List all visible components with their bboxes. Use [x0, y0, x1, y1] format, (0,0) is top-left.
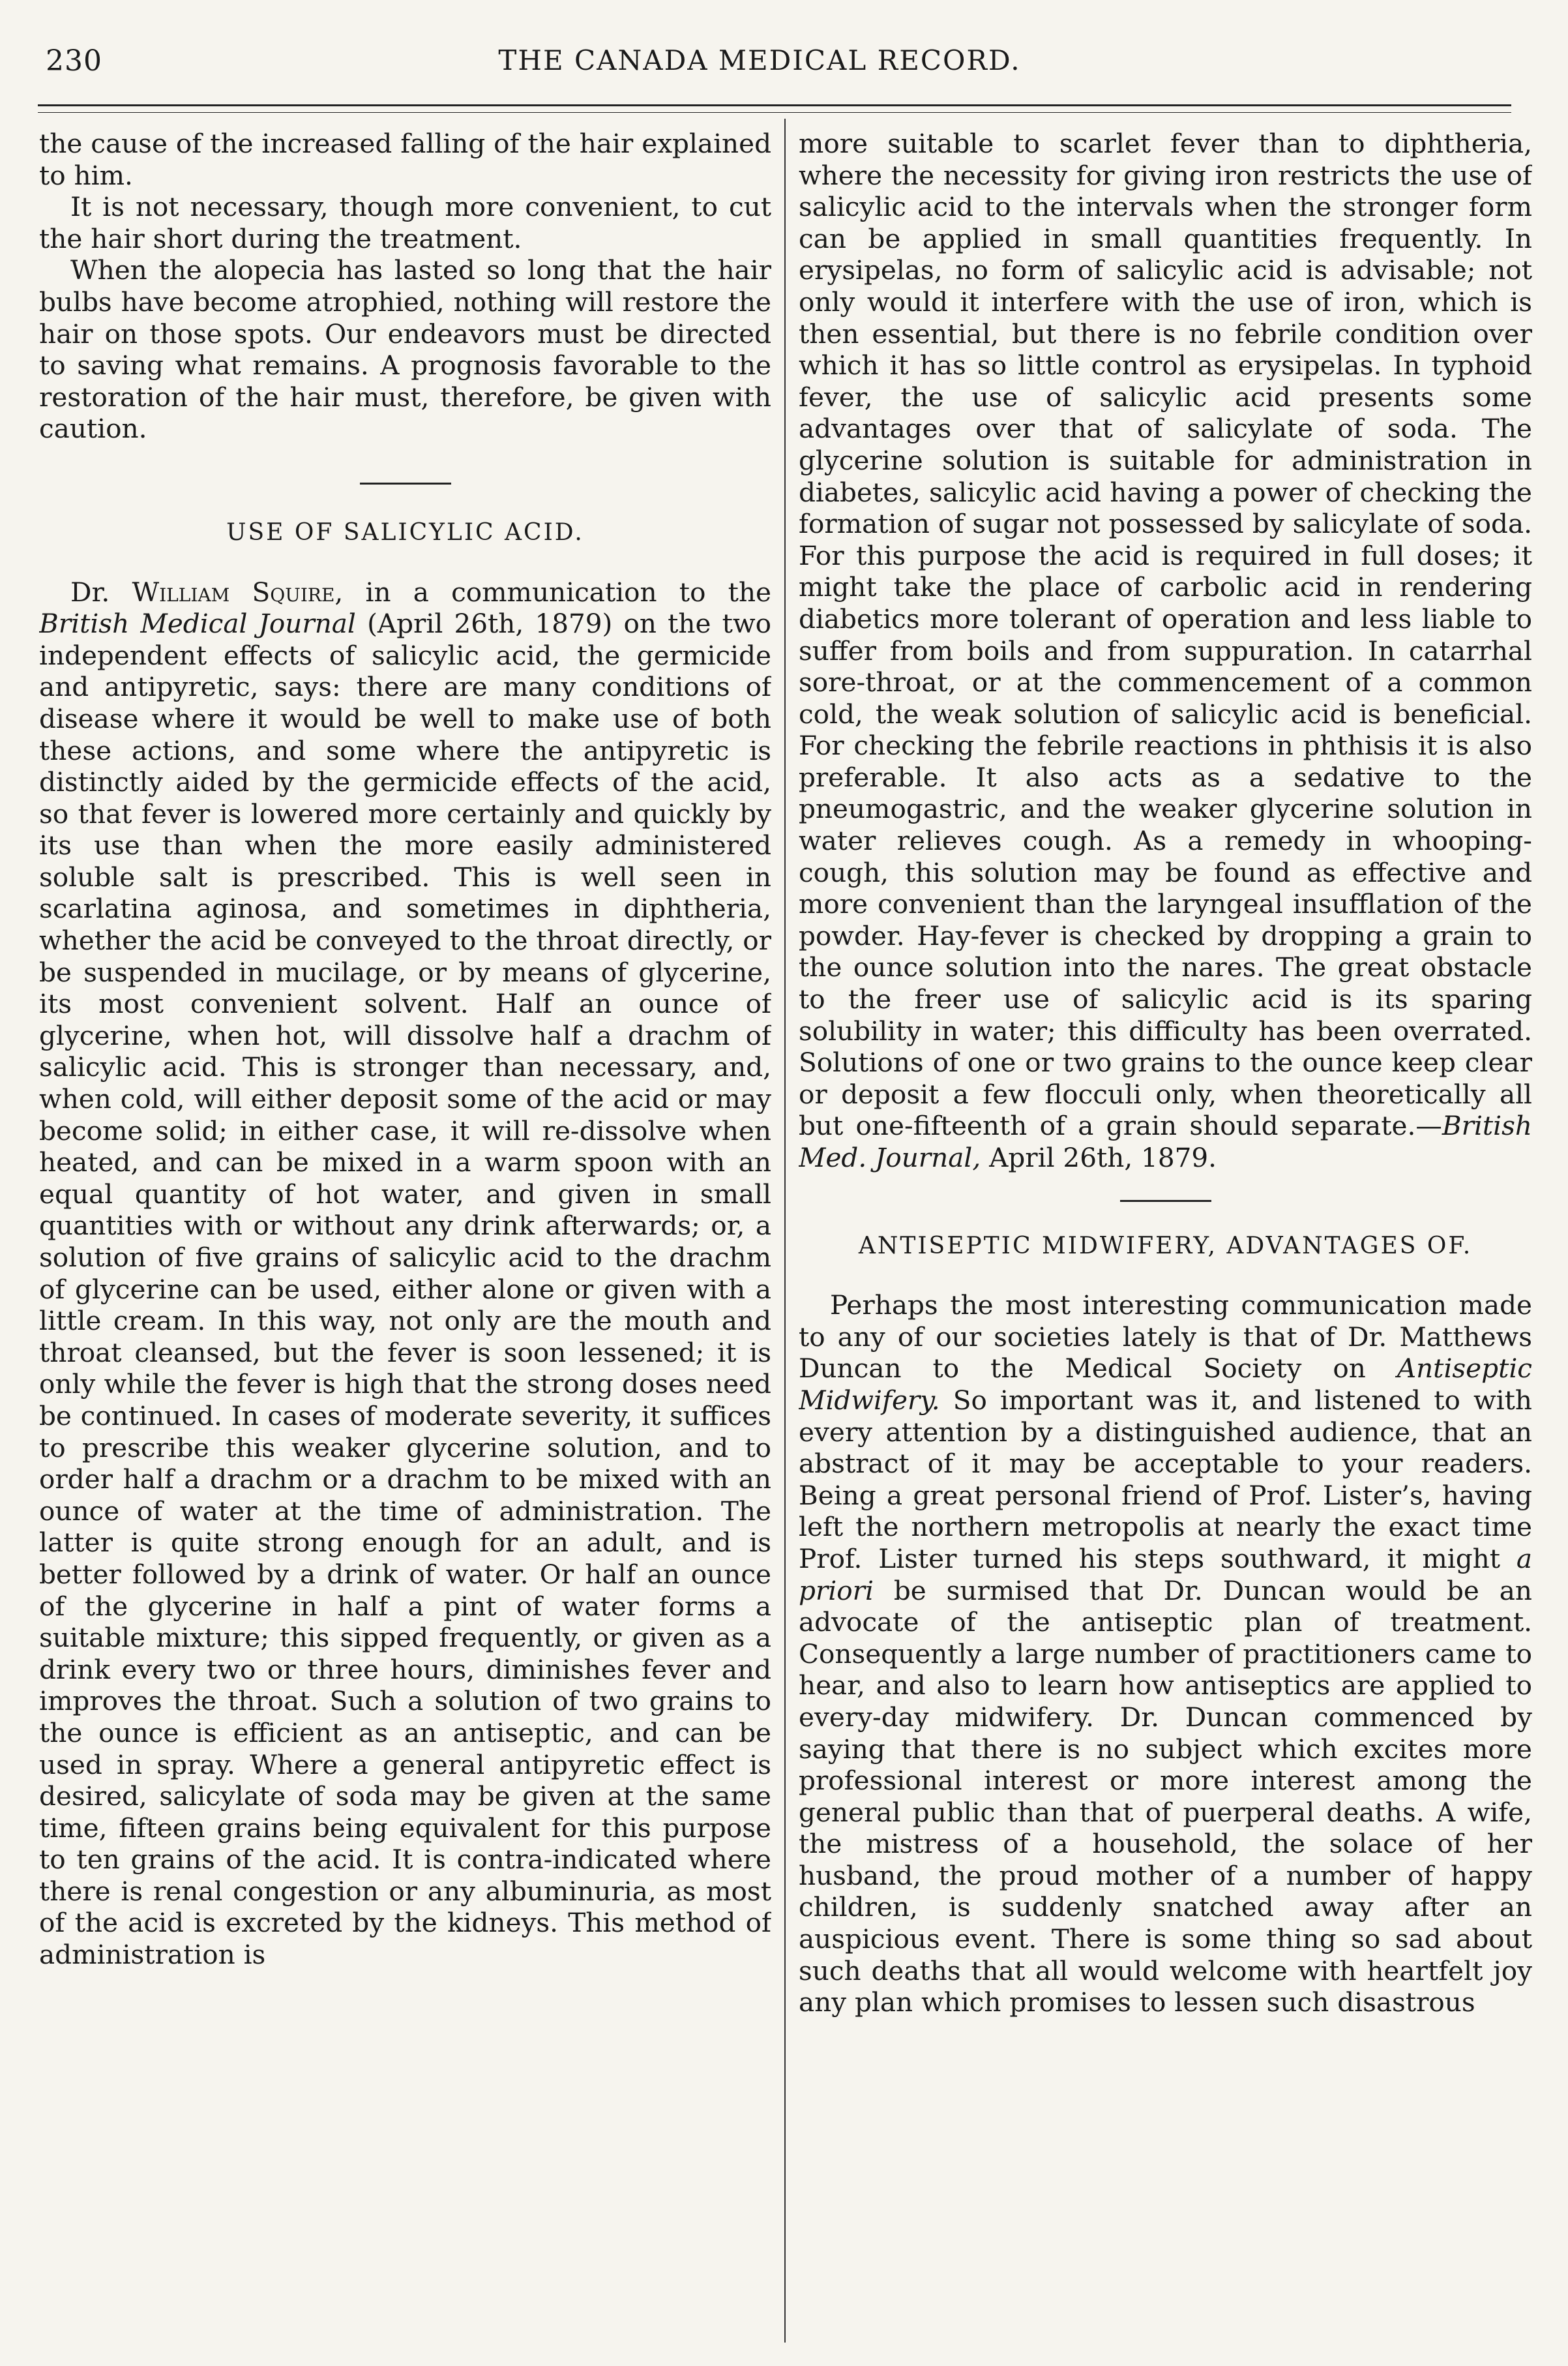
journal-name: British Medical Journal: [39, 608, 356, 640]
running-header: [39, 44, 1480, 97]
header-rule-thin: [38, 112, 1511, 113]
text-run: Perhaps the most interesting communication made to any of our societies lately is that of Dr. Matthews Duncan to the Medical Society on: [799, 1289, 1532, 1385]
text-run: Dr.: [70, 576, 110, 608]
paragraph: It is not necessary, though more convenient, to cut the hair short during the treatment.: [39, 191, 771, 254]
text-run: more suitable to scarlet fever than to diphtheria, where the necessity for giving iron restricts the use of salicylic acid to the intervals when the stronger form can be applied in small quantities frequently. In erysipelas, no form of salicylic acid is advisable; not only would it interfere with the use of iron, which is then essential, but there is no febrile condition over which it has so little control as erysipelas. In typhoid fever, the use of salicylic acid presents some advantages over that of salicylate of soda. The glycerine solution is suitable for administration in diabetes, salicylic acid having a power of checking the formation of sugar not possessed by salicylate of soda. For this purpose the acid is required in full doses; it might take the place of carbolic acid in rendering diabetics more tolerant of operation and less liable to suffer from boils and from suppuration. In catarrhal sore-throat, or at the commencement of a common cold, the weak solution of salicylic acid is beneficial. For checking the febrile reactions in phthisis it is also preferable. It also acts as a sedative to the pneumogastric, and the weaker glycerine solution in water relieves cough. As a remedy in whooping-cough, this solution may be found as effective and more convenient than the laryngeal insufflation of the powder. Hay-fever is checked by dropping a grain to the ounce solution into the nares. The great obstacle to the freer use of salicylic acid is its sparing solubility in water; this difficulty has been overrated. Solutions of one or two grains to the ounce keep clear or deposit a few flocculi only, when theoretically all but one-fifteenth of a grain should separate.—: [799, 128, 1532, 1142]
text-run: (April 26th, 1879) on the two independent effects of salicylic acid, the germicide and antipyretic, says: there are many conditions of disease where it would be well to make use of both these actions, and some where the antipyretic is distinctly aided by the germicide effects of the acid, so that fever is lowered more certainly and quickly by its use than when the more easily administered soluble salt is prescribed. This is well seen in scarlatina aginosa, and sometimes in diphtheria, whether the acid be conveyed to the throat directly, or be suspended in mucilage, or by means of glycerine, its most convenient solvent. Half an ounce of glycerine, when hot, will dissolve half a drachm of salicylic acid. This is stronger than necessary, and, when cold, will either deposit some of the acid or may become solid; in either case, it will re-dissolve when heated, and can be mixed in a warm spoon with an equal quantity of hot water, and given in small quantities with or without any drink afterwards; or, a solution of five grains of salicylic acid to the drachm of glycerine can be used, either alone or given with a little cream. In this way, not only are the mouth and throat cleansed, but the fever is soon lessened; it is only while the fever is high that the strong doses need be continued. In cases of moderate severity, it suffices to prescribe this weaker glycerine solution, and to order half a drachm or a drachm to be mixed with an ounce of water at the time of administration. The latter is quite strong enough for an adult, and is better followed by a drink of water. Or half an ounce of the glycerine in half a pint of water forms a suitable mixture; this sipped frequently, or given as a drink every two or three hours, diminishes fever and improves the throat. Such a solution of two grains to the ounce is efficient as an antiseptic, and can be used in spray. Where a general antipyretic effect is desired, salicylate of soda may be given at the same time, fifteen grains being equivalent for this purpose to ten grains of the acid. It is contra-indicated where there is renal congestion or any albuminuria, as most of the acid is excreted by the kidneys. This method of administration is: [39, 608, 771, 1971]
text-run: be surmised that Dr. Duncan would be an advocate of the antiseptic plan of treatment. Consequently a large number of practitioners came to hear, and also to learn how antiseptics are applied to every-day midwifery. Dr. Duncan commenced by saying that there is no subject which excites more professional interest or more interest among the general public than that of puerperal deaths. A wife, the mistress of a household, the solace of her husband, the proud mother of a number of happy children, is suddenly snatched away after an auspicious event. There is some thing so sad about such deaths that all would welcome with heartfelt joy any plan which promises to lessen such disastrous: [799, 1574, 1532, 2018]
text-run: So important was it, and listened to with every attention by a distinguished audience, that an abstract of it may be acceptable to your readers. Being a great personal friend of Prof. Lister’s, having left the northern metropolis at nearly the exact time Prof. Lister turned his steps southward, it might: [799, 1384, 1532, 1574]
section-heading: USE OF SALICYLIC ACID.: [226, 518, 584, 546]
paragraph: [799, 128, 1532, 1174]
page-number: 230: [46, 44, 102, 78]
section-heading: ANTISEPTIC MIDWIFERY, ADVANTAGES OF.: [858, 1232, 1473, 1259]
latin-phrase: a priori: [799, 1542, 1532, 1606]
source-citation: British Med. Journal,: [799, 1110, 1532, 1173]
paragraph: [39, 577, 771, 1971]
paper-title: Antiseptic Midwifery.: [799, 1353, 1532, 1416]
section-divider: [360, 483, 451, 485]
journal-title: THE CANADA MEDICAL RECORD.: [498, 44, 1021, 76]
paragraph: [799, 1289, 1532, 2018]
paragraph: When the alopecia has lasted so long that the hair bulbs have become atrophied, nothing will restore the hair on those spots. Our endeavors must be directed to saving what remains. A prognosis favorable to the restoration of the hair must, therefore, be given with caution.: [39, 254, 771, 445]
text-run: , in a communication to the: [334, 576, 771, 608]
right-column: [799, 128, 1532, 2345]
left-column: [39, 128, 771, 2345]
paragraph: the cause of the increased falling of the hair explained to him.: [39, 128, 771, 191]
section-divider: [1120, 1200, 1211, 1202]
header-rule: [38, 104, 1511, 106]
text-run: April 26th, 1879.: [981, 1142, 1217, 1173]
author-name: William Squire: [132, 576, 335, 608]
column-divider: [784, 119, 786, 2343]
